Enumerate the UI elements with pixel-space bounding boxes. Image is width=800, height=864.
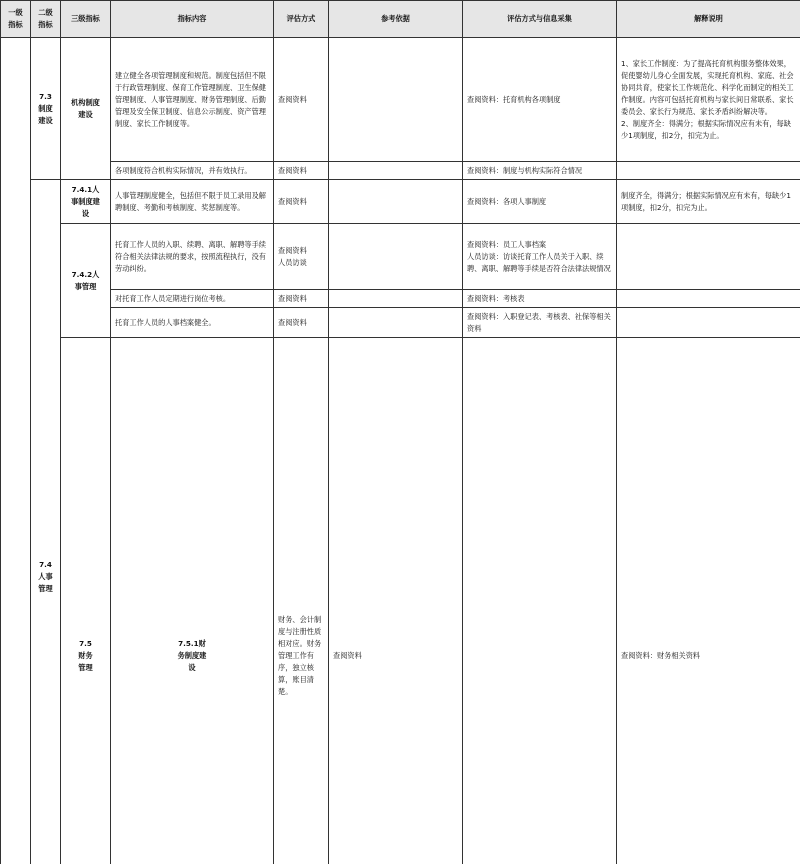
level2-7-5: 7.5 财务 管理 [61,338,111,864]
collection-7-4-2-1: 查阅资料：员工人事档案 人员访谈：访谈托育工作人员关于入职、续聘、离职、解聘等手续是否符合法律法规情况 [463,224,617,290]
basis-7-4-2-2 [329,290,463,308]
level1-cell [1,38,31,864]
content-7-5-1: 财务、会计制度与注册性质相对应。财务管理工作有序，独立核算，账目清楚。 [274,338,329,864]
content-7-4-2-1: 托育工作人员的入职、续聘、离职、解聘等手续符合相关法律法规的要求，按照流程执行，没有劳动纠纷。 [111,224,274,290]
content-7-4-2-2: 对托育工作人员定期进行岗位考核。 [111,290,274,308]
table-row [1,38,800,162]
level3-7-3: 机构制度 建设 [61,38,111,180]
table-row [1,308,800,338]
explanation-7-4-1: 制度齐全，得满分；根据实际情况应有未有，每缺少1项制度，扣2分，扣完为止。 [617,180,800,224]
method-7-3-1: 查阅资料 [274,38,329,162]
explanation-7-3-1: 1、家长工作制度：为了提高托育机构服务整体效果，促使婴幼儿身心全面发展，实现托育机构、家庭、社会协同共育，使家长工作规范化、科学化而制定的相关工作制度。内容可包括托育机构与家长间日常联系、家长委员会、家长行为规范、家长矛盾纠纷解决等。 2、制度齐全：得满分；根据实际情况应有未有，每缺少1项制度，扣2分，扣完为止。 [617,38,800,162]
content-7-3-1: 建立健全各项管理制度和规范。制度包括但不限于行政管理制度、保育工作管理制度、卫生保健管理制度、人事管理制度、财务管理制度、后勤管理及安全保卫制度、信息公示制度、资产管理制度、家长工作制度等。 [111,38,274,162]
method-7-4-2-2: 查阅资料 [274,290,329,308]
content-7-3-2: 各项制度符合机构实际情况，并有效执行。 [111,162,274,180]
explanation-7-4-2-3 [617,308,800,338]
method-7-3-2: 查阅资料 [274,162,329,180]
level2-7-4: 7.4 人事 管理 [31,180,61,864]
content-7-4-2-3: 托育工作人员的人事档案健全。 [111,308,274,338]
collection-7-4-1: 查阅资料：各项人事制度 [463,180,617,224]
method-7-4-2-3: 查阅资料 [274,308,329,338]
header-method: 评估方式 [274,1,329,38]
header-level1: 一级 指标 [1,1,31,38]
explanation-7-3-2 [617,162,800,180]
basis-7-3-2 [329,162,463,180]
collection-7-4-2-2: 查阅资料：考核表 [463,290,617,308]
basis-7-4-2-3 [329,308,463,338]
collection-7-3-1: 查阅资料：托育机构各项制度 [463,38,617,162]
table-row [1,180,800,224]
explanation-7-4-2-1 [617,224,800,290]
header-row [1,1,800,38]
level2-7-3: 7.3 制度 建设 [31,38,61,180]
collection-7-4-2-3: 查阅资料：入职登记表、考核表、社保等相关资料 [463,308,617,338]
header-explanation: 解释说明 [617,1,800,38]
method-7-4-2-1: 查阅资料 人员访谈 [274,224,329,290]
method-7-4-1: 查阅资料 [274,180,329,224]
header-level3: 三级指标 [61,1,111,38]
level3-7-4-2: 7.4.2人 事管理 [61,224,111,338]
table-row [1,290,800,308]
header-content: 指标内容 [111,1,274,38]
level3-7-5-1: 7.5.1财 务制度建 设 [111,338,274,864]
level3-7-4-1: 7.4.1人 事制度建 设 [61,180,111,224]
table-row [1,162,800,180]
basis-7-3-1 [329,38,463,162]
content-7-4-1: 人事管理制度健全，包括但不限于员工录用及解聘制度、考勤和考核制度、奖惩制度等。 [111,180,274,224]
collection-7-5-1: 查阅资料：财务相关资料 [617,338,800,864]
header-collection: 评估方式与信息采集 [463,1,617,38]
basis-7-5-1 [463,338,617,864]
basis-7-4-1 [329,180,463,224]
explanation-7-4-2-2 [617,290,800,308]
header-level2: 二级 指标 [31,1,61,38]
basis-7-4-2-1 [329,224,463,290]
method-7-5-1: 查阅资料 [329,338,463,864]
table-row [1,338,800,864]
table-row [1,224,800,290]
header-basis: 参考依据 [329,1,463,38]
collection-7-3-2: 查阅资料：制度与机构实际符合情况 [463,162,617,180]
